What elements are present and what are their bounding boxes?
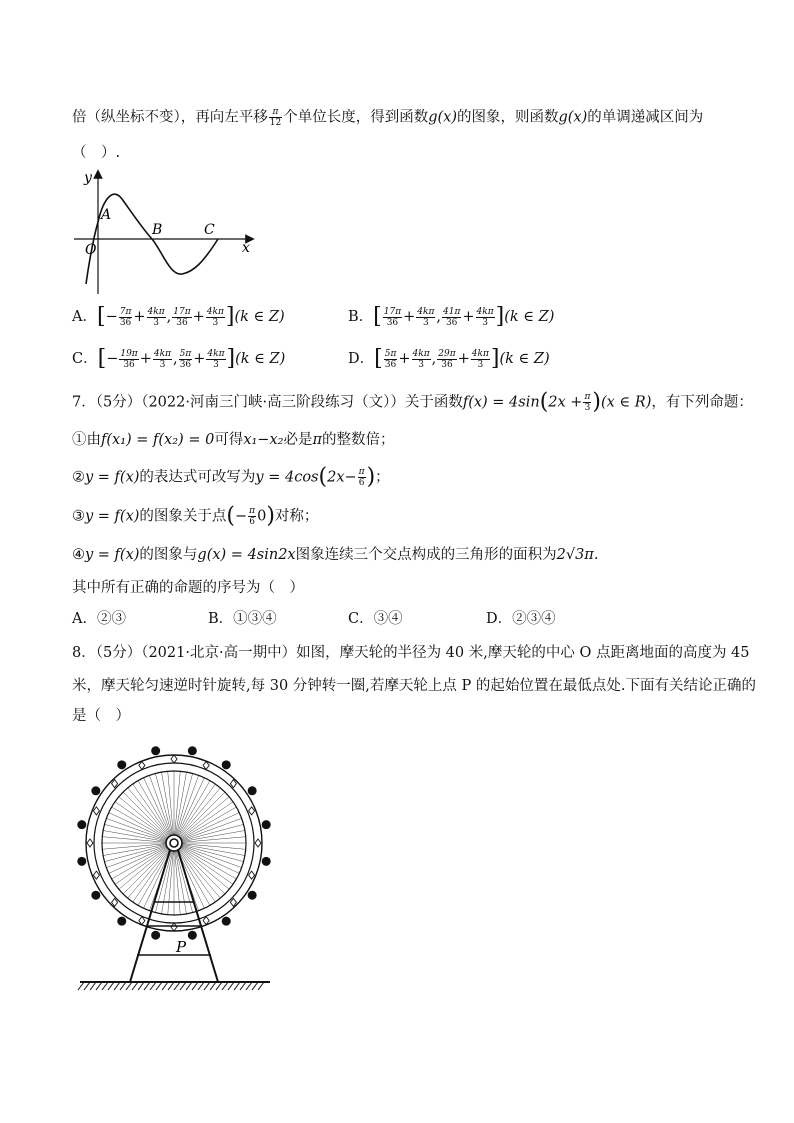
ground-hatch-line [180, 982, 186, 990]
wheel-cabin [117, 760, 126, 769]
wheel-cabin [151, 931, 160, 940]
wheel-cabin [91, 786, 100, 795]
q6-option-a[interactable]: A．[− $\frac{7\pi}{36}$ + $\frac{4k\pi}{3}$ , $\frac{17\pi}{36}$ + $\frac{4k\pi}{3}$ ](k ∈ Z) [72, 304, 285, 329]
wheel-spoke [109, 813, 174, 843]
q7-header: 7．（5分）（2022·河南三门峡·高三阶段练习（文））关于函数f(x) = 4sin(2x + $\frac{\pi}{3}$ )(x ∈ R)，有下列命题： [72, 389, 753, 415]
ground-hatch-line [258, 982, 264, 990]
wheel-cabin [151, 746, 160, 755]
ground-hatch-line [240, 982, 246, 990]
q7-option-d[interactable]: D．②③④ [486, 611, 556, 627]
ground-hatch-line [228, 982, 234, 990]
q7-option-a[interactable]: A．②③ [72, 611, 126, 627]
q6-option-d[interactable]: D．[ $\frac{5\pi}{36}$ + $\frac{4k\pi}{3}$ , $\frac{29\pi}{36}$ + $\frac{4k\pi}{3}$ ](k ∈ Z) [348, 346, 550, 371]
ground-hatch-line [120, 982, 126, 990]
q8-line-1: 8．（5分）（2021·北京·高一期中）如图，摩天轮的半径为 40 米,摩天轮的中心 O 点距离地面的高度为 45 [72, 645, 750, 661]
wheel-cabin [188, 931, 197, 940]
ground-hatch-line [174, 982, 180, 990]
wheel-cabin [222, 760, 231, 769]
x-label: x [242, 240, 250, 256]
wheel-cabin [117, 917, 126, 926]
ground-hatch-line [210, 982, 216, 990]
wheel-diamond [93, 807, 99, 815]
q6-text-line: 倍（纵坐标不变），再向左平移 $\frac{\pi}{12}$ 个单位长度，得到函数g(x)的图象，则函数g(x)的单调递减区间为 [72, 107, 704, 128]
ground-hatch-line [156, 982, 162, 990]
wheel-cabin [91, 891, 100, 900]
ground-hatch-line [132, 982, 138, 990]
wheel-diamond [171, 755, 177, 763]
ground-hatch-line [90, 982, 96, 990]
ground-hatch-line [114, 982, 120, 990]
ground-hatch-line [84, 982, 90, 990]
ground-hatch-line [246, 982, 252, 990]
wheel-cabin [262, 857, 271, 866]
ground-hatch-line [186, 982, 192, 990]
wheel-cabin [222, 917, 231, 926]
wheel-cabin [77, 857, 86, 866]
ground-hatch-line [102, 982, 108, 990]
q6-option-c[interactable]: C．[− $\frac{19\pi}{36}$ + $\frac{4k\pi}{3}$ , $\frac{5\pi}{36}$ + $\frac{4k\pi}{3}$ ](k ∈ Z) [72, 346, 286, 371]
q8-line-3: 是（ ） [72, 708, 130, 724]
wheel-cabin [248, 786, 257, 795]
q6-shift-fraction: $\frac{\pi}{12}$ [269, 107, 282, 128]
ground-hatch-line [192, 982, 198, 990]
q6-g-function: g(x) [558, 109, 588, 126]
ground-hatch-line [78, 982, 84, 990]
ground-hatch-line [150, 982, 156, 990]
wheel-diamond [87, 839, 93, 847]
wheel-diamond [249, 807, 255, 815]
wheel-cabin [188, 746, 197, 755]
ground-hatch-line [162, 982, 168, 990]
q6-paren: （ ）. [72, 145, 121, 161]
q7-statement-3: ③y = f(x)的图象关于点(− $\frac{\pi}{6}$ 0)对称； [72, 503, 319, 529]
wheel-diamond [255, 839, 261, 847]
wheel-diamond [249, 871, 255, 879]
wheel-hub-inner [170, 839, 178, 847]
ground-hatch-line [252, 982, 258, 990]
q7-option-c[interactable]: C．③④ [348, 611, 403, 627]
ground-hatch-line [168, 982, 174, 990]
ground-hatch-line [96, 982, 102, 990]
ground-hatch-line [144, 982, 150, 990]
wheel-diamond [93, 871, 99, 879]
wheel-cabin [248, 891, 257, 900]
origin-label: O [85, 242, 97, 258]
ground-hatch-line [198, 982, 204, 990]
wheel-diamond [171, 923, 177, 931]
q6-sine-graph [68, 166, 258, 296]
q7-statement-4: ④y = f(x)的图象与g(x) = 4sin2x图象连续三个交点构成的三角形的面积为2√3π. [72, 547, 599, 563]
ground-hatch-line [108, 982, 114, 990]
ground-hatching [78, 982, 264, 990]
q7-option-b[interactable]: B．①③④ [208, 611, 277, 627]
wheel-cabin [77, 820, 86, 829]
ground-hatch-line [138, 982, 144, 990]
wheel-spoke [144, 778, 174, 843]
ground-hatch-line [126, 982, 132, 990]
q7-question: 其中所有正确的命题的序号为（ ） [72, 580, 304, 596]
point-p-label: P [176, 938, 187, 956]
wheel-spoke [174, 813, 239, 843]
wheel-cabin [262, 820, 271, 829]
ferris-wheel-figure [70, 740, 280, 1000]
ground-hatch-line [216, 982, 222, 990]
ground-hatch-line [204, 982, 210, 990]
ground-hatch-line [222, 982, 228, 990]
point-a-label: A [101, 207, 112, 223]
point-c-label: C [204, 222, 215, 238]
point-b-label: B [152, 222, 163, 238]
y-label: y [84, 170, 92, 186]
q6-option-b[interactable]: B．[ $\frac{17\pi}{36}$ + $\frac{4k\pi}{3}$ , $\frac{41\pi}{36}$ + $\frac{4k\pi}{3}$ ](k ∈ Z) [348, 304, 555, 329]
ground-hatch-line [234, 982, 240, 990]
q7-statement-1: ①由f(x₁) = f(x₂) = 0可得x₁−x₂必是π的整数倍； [72, 432, 395, 448]
wheel-spoke [174, 778, 204, 843]
q7-statement-2: ②y = f(x)的表达式可改写为y = 4cos(2x− $\frac{\pi}{6}$ )； [72, 464, 390, 490]
q8-line-2: 米，摩天轮匀速逆时针旋转,每 30 分钟转一圈,若摩天轮上点 P 的起始位置在最低点处.下面有关结论正确的 [72, 678, 756, 694]
